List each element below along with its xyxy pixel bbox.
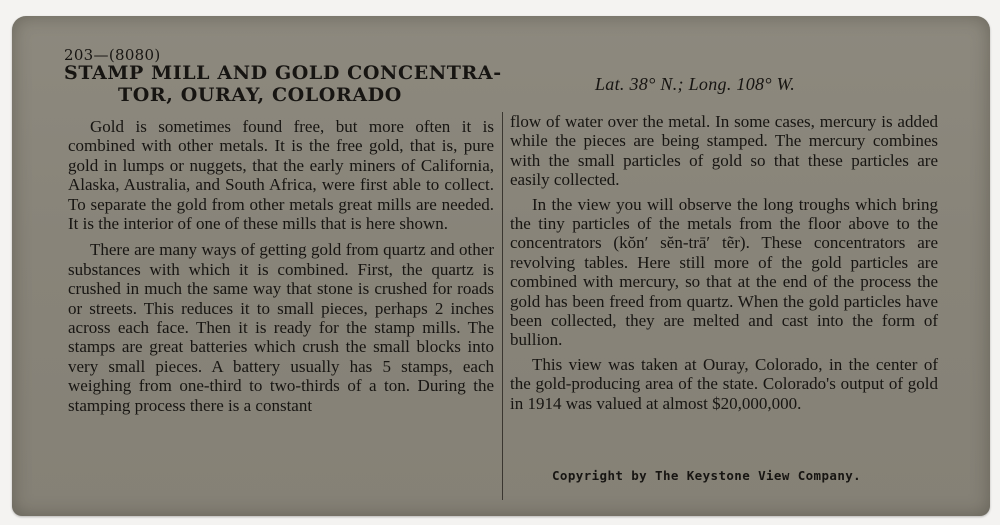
stereoview-card-back — [12, 16, 990, 516]
card-title-line-2: TOR, OURAY, COLORADO — [118, 84, 402, 106]
latitude-longitude: Lat. 38° N.; Long. 108° W. — [595, 74, 796, 94]
column-divider — [502, 112, 503, 500]
card-title-line-1: STAMP MILL AND GOLD CONCENTRA- — [64, 62, 502, 84]
left-text-column — [68, 117, 494, 415]
paragraph: There are many ways of getting gold from quartz and other substances with which it is combined. First, the quartz is crushed in much the same way that stone is crushed for roads or streets. This reduces it to small pieces, perhaps 2 inches across each face. Then it is ready for the stamp mills. The stamps are great batteries which crush the small blocks into very small pieces. A battery usually has 5 stamps, each weighing from one-third to two-thirds of a ton. During the stamping process there is a constant — [68, 240, 494, 415]
paragraph: Gold is sometimes found free, but more often it is combined with other metals. It is the free gold, that is, pure gold in lumps or nuggets, that the early miners of California, Alaska, Australia, and South Africa, were first able to collect. To separate the gold from other metals great mills are needed. It is the interior of one of these mills that is here shown. — [68, 117, 494, 234]
card-title — [64, 62, 502, 106]
copyright-notice: Copyright by The Keystone View Company. — [552, 468, 862, 483]
paragraph: flow of water over the metal. In some cases, mercury is added while the pieces are being stamped. The mercury combines with the small particles of gold so that these particles are easily collected. — [510, 112, 938, 190]
card-number: 203—(8080) — [64, 46, 161, 64]
paragraph: This view was taken at Ouray, Colorado, in the center of the gold-producing area of the state. Colorado's output of gold in 1914 was valued at almost $20,000,000. — [510, 354, 938, 413]
right-text-column — [510, 112, 938, 413]
paragraph: In the view you will observe the long troughs which bring the tiny particles of the metals from the floor above to the concentrators (kŏn′ sĕn-trā′ tẽr). These concentrators are revolving tables. Here still more of the gold particles are combined with mercury, so that at the end of the process the gold has been freed from quartz. When the gold particles have been collected, they are melted and cast into the form of bullion. — [510, 194, 938, 350]
